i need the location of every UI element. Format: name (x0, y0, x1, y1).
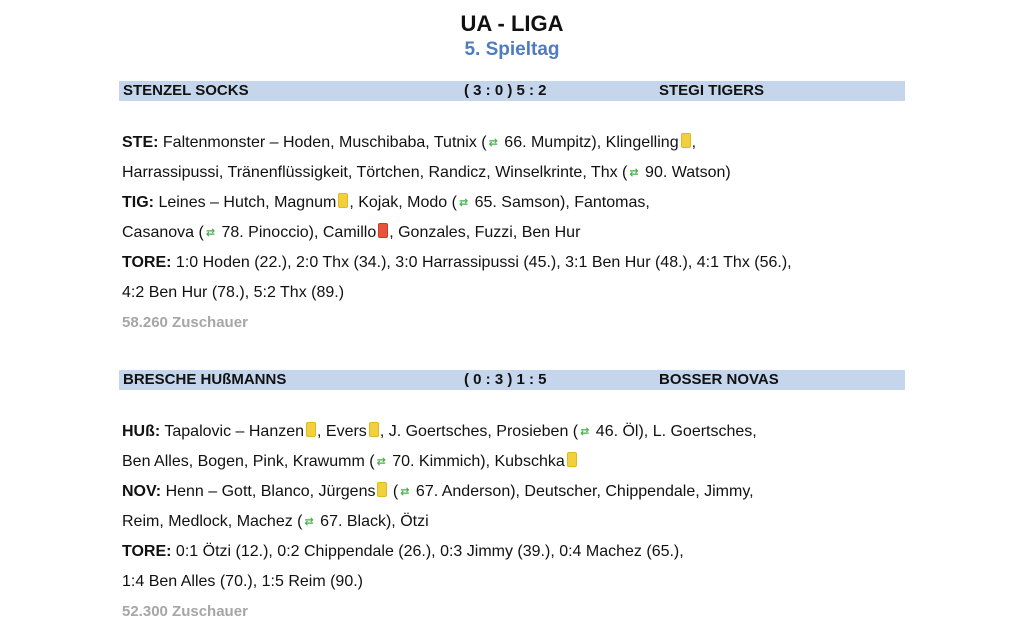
team-label: STE: (122, 134, 159, 151)
attendance: 58.260 Zuschauer (122, 314, 248, 331)
away-team: BOSSER NOVAS (659, 371, 779, 388)
substitution-icon: ⇄ (580, 426, 590, 438)
lineup-line: Casanova ( ⇄ 78. Pinoccio), Camillo , Gonzales, Fuzzi, Ben Hur (119, 218, 905, 248)
substitution-icon: ⇄ (629, 167, 639, 179)
lineup-line: Reim, Medlock, Machez ( ⇄ 67. Black), Ötzi (119, 507, 905, 537)
yellow-card-icon (567, 452, 577, 467)
yellow-card-icon (377, 482, 387, 497)
home-team: BRESCHE HUßMANNS (123, 371, 287, 388)
yellow-card-icon (306, 422, 316, 437)
team-label: NOV: (122, 483, 162, 500)
substitution-icon: ⇄ (205, 227, 216, 239)
substitution-icon: ⇄ (376, 456, 386, 468)
match-header-bar (119, 81, 905, 101)
lineup-line: HUß: Tapalovic – Hanzen , Evers , J. Goertsches, Prosieben ( ⇄ 46. Öl), L. Goertsches, (119, 417, 905, 447)
matchday-subtitle: 5. Spieltag (464, 39, 560, 60)
page-title: UA - LIGA (460, 11, 564, 36)
goals-line: TORE: 0:1 Ötzi (12.), 0:2 Chippendale (26.), 0:3 Jimmy (39.), 0:4 Machez (65.), (122, 543, 684, 560)
lineup-line: NOV: Henn – Gott, Blanco, Jürgens ( ⇄ 67. Anderson), Deutscher, Chippendale, Jimmy, (119, 477, 905, 507)
team-label: TIG: (122, 194, 154, 211)
match-block (119, 370, 905, 627)
yellow-card-icon (369, 422, 379, 437)
attendance: 52.300 Zuschauer (122, 603, 248, 620)
substitution-icon: ⇄ (488, 137, 498, 149)
match-block (119, 81, 905, 338)
goals-line: TORE: 1:0 Hoden (22.), 2:0 Thx (34.), 3:0 Harrassipussi (45.), 3:1 Ben Hur (48.), 4:1 Thx (56.), (122, 254, 792, 271)
match-score: ( 3 : 0 ) 5 : 2 (464, 82, 547, 99)
substitution-icon: ⇄ (458, 197, 469, 209)
goals-label: TORE: (122, 254, 172, 271)
substitution-icon: ⇄ (400, 486, 410, 498)
goals-line: 1:4 Ben Alles (70.), 1:5 Reim (90.) (122, 573, 363, 590)
goals-line: 4:2 Ben Hur (78.), 5:2 Thx (89.) (122, 284, 345, 301)
team-label: HUß: (122, 423, 161, 440)
yellow-card-icon (681, 133, 691, 148)
match-header-bar (119, 370, 905, 390)
substitution-icon: ⇄ (304, 516, 314, 528)
lineup-line: STE: Faltenmonster – Hoden, Muschibaba, Tutnix ( ⇄ 66. Mumpitz), Klingelling , (119, 128, 905, 158)
red-card-icon (378, 223, 388, 238)
match-score: ( 0 : 3 ) 1 : 5 (464, 371, 547, 388)
lineup-line: Harrassipussi, Tränenflüssigkeit, Törtchen, Randicz, Winselkrinte, Thx ( ⇄ 90. Watson) (119, 158, 905, 188)
lineup-line: TIG: Leines – Hutch, Magnum , Kojak, Modo ( ⇄ 65. Samson), Fantomas, (119, 188, 905, 218)
away-team: STEGI TIGERS (659, 82, 765, 99)
lineup-line: Ben Alles, Bogen, Pink, Krawumm ( ⇄ 70. Kimmich), Kubschka (119, 447, 905, 477)
yellow-card-icon (338, 193, 348, 208)
goals-label: TORE: (122, 543, 172, 560)
home-team: STENZEL SOCKS (123, 82, 249, 99)
